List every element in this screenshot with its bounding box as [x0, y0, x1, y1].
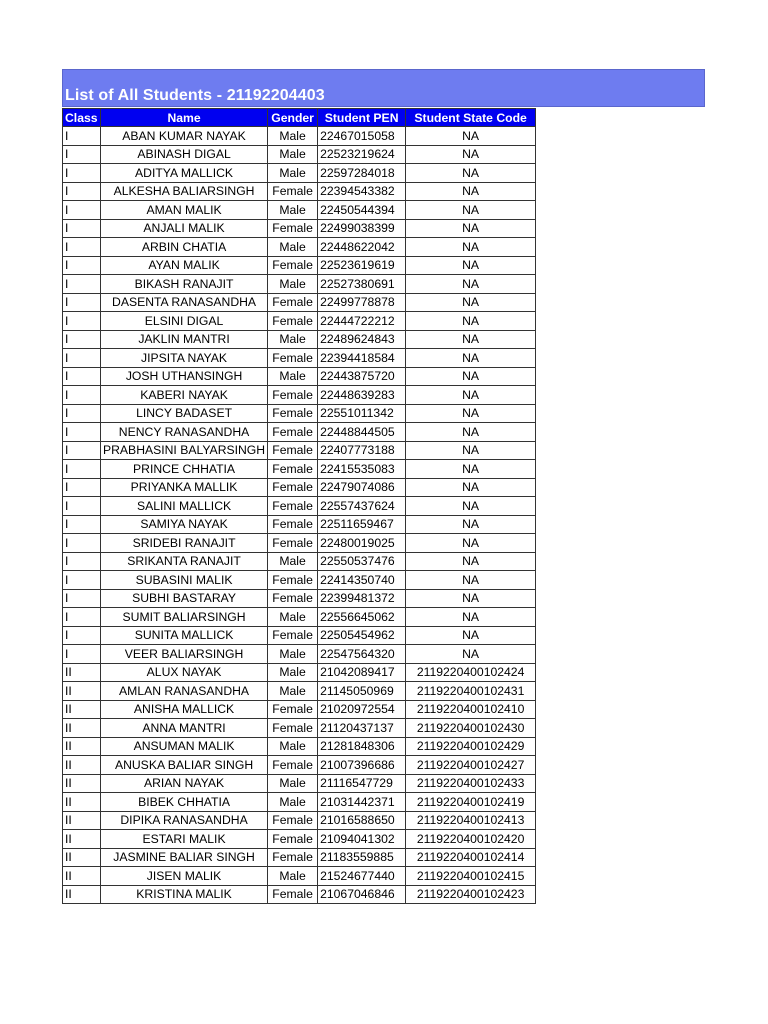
- pen-cell: 22414350740: [318, 571, 406, 590]
- gender-cell: Female: [268, 497, 318, 516]
- state-code-cell: NA: [406, 238, 536, 257]
- gender-cell: Male: [268, 164, 318, 183]
- state-code-cell: NA: [406, 552, 536, 571]
- state-code-cell: NA: [406, 201, 536, 220]
- gender-cell: Female: [268, 423, 318, 442]
- name-cell: ANNA MANTRI: [101, 719, 268, 738]
- state-code-cell: NA: [406, 312, 536, 331]
- state-code-cell: NA: [406, 478, 536, 497]
- table-row: [63, 127, 536, 146]
- state-code-cell: 2119220400102423: [406, 885, 536, 904]
- name-cell: PRINCE CHHATIA: [101, 460, 268, 479]
- table-row: [63, 885, 536, 904]
- state-code-cell: NA: [406, 460, 536, 479]
- pen-cell: 21067046846: [318, 885, 406, 904]
- class-cell: I: [63, 608, 101, 627]
- class-cell: I: [63, 423, 101, 442]
- pen-cell: 22499778878: [318, 293, 406, 312]
- table-header-row: [63, 109, 536, 127]
- name-cell: LINCY BADASET: [101, 404, 268, 423]
- pen-cell: 21094041302: [318, 830, 406, 849]
- title-bar: [62, 69, 705, 107]
- class-cell: I: [63, 552, 101, 571]
- name-cell: JIPSITA NAYAK: [101, 349, 268, 368]
- name-cell: AYAN MALIK: [101, 256, 268, 275]
- table-row: [63, 441, 536, 460]
- state-code-cell: NA: [406, 608, 536, 627]
- table-row: [63, 367, 536, 386]
- name-cell: KRISTINA MALIK: [101, 885, 268, 904]
- name-cell: ANSUMAN MALIK: [101, 737, 268, 756]
- class-cell: I: [63, 312, 101, 331]
- class-cell: I: [63, 534, 101, 553]
- name-cell: AMAN MALIK: [101, 201, 268, 220]
- name-cell: ALUX NAYAK: [101, 663, 268, 682]
- class-cell: II: [63, 700, 101, 719]
- gender-cell: Female: [268, 312, 318, 331]
- state-code-cell: NA: [406, 182, 536, 201]
- name-cell: SUNITA MALLICK: [101, 626, 268, 645]
- class-cell: I: [63, 275, 101, 294]
- pen-cell: 22415535083: [318, 460, 406, 479]
- name-cell: JASMINE BALIAR SINGH: [101, 848, 268, 867]
- name-cell: DIPIKA RANASANDHA: [101, 811, 268, 830]
- class-cell: I: [63, 367, 101, 386]
- class-cell: I: [63, 386, 101, 405]
- class-cell: I: [63, 219, 101, 238]
- gender-cell: Female: [268, 848, 318, 867]
- class-cell: II: [63, 867, 101, 886]
- state-code-cell: 2119220400102410: [406, 700, 536, 719]
- class-cell: I: [63, 460, 101, 479]
- state-code-cell: NA: [406, 127, 536, 146]
- column-header-name: Name: [101, 109, 268, 127]
- gender-cell: Female: [268, 571, 318, 590]
- name-cell: NENCY RANASANDHA: [101, 423, 268, 442]
- class-cell: I: [63, 626, 101, 645]
- name-cell: SALINI MALLICK: [101, 497, 268, 516]
- table-row: [63, 682, 536, 701]
- class-cell: I: [63, 441, 101, 460]
- table-row: [63, 330, 536, 349]
- state-code-cell: NA: [406, 497, 536, 516]
- table-row: [63, 423, 536, 442]
- gender-cell: Male: [268, 682, 318, 701]
- state-code-cell: NA: [406, 404, 536, 423]
- gender-cell: Male: [268, 238, 318, 257]
- state-code-cell: 2119220400102433: [406, 774, 536, 793]
- state-code-cell: NA: [406, 515, 536, 534]
- pen-cell: 21183559885: [318, 848, 406, 867]
- class-cell: II: [63, 811, 101, 830]
- table-row: [63, 349, 536, 368]
- state-code-cell: NA: [406, 367, 536, 386]
- gender-cell: Male: [268, 552, 318, 571]
- pen-cell: 22407773188: [318, 441, 406, 460]
- class-cell: II: [63, 682, 101, 701]
- gender-cell: Male: [268, 608, 318, 627]
- table-row: [63, 700, 536, 719]
- pen-cell: 22556645062: [318, 608, 406, 627]
- state-code-cell: NA: [406, 423, 536, 442]
- class-cell: I: [63, 497, 101, 516]
- name-cell: KABERI NAYAK: [101, 386, 268, 405]
- state-code-cell: NA: [406, 626, 536, 645]
- table-row: [63, 811, 536, 830]
- class-cell: I: [63, 349, 101, 368]
- state-code-cell: 2119220400102424: [406, 663, 536, 682]
- gender-cell: Male: [268, 793, 318, 812]
- gender-cell: Female: [268, 885, 318, 904]
- pen-cell: 22448622042: [318, 238, 406, 257]
- gender-cell: Female: [268, 830, 318, 849]
- pen-cell: 22480019025: [318, 534, 406, 553]
- gender-cell: Male: [268, 867, 318, 886]
- pen-cell: 21145050969: [318, 682, 406, 701]
- page-title: List of All Students - 21192204403: [65, 87, 325, 104]
- name-cell: SUBHI BASTARAY: [101, 589, 268, 608]
- name-cell: SRIKANTA RANAJIT: [101, 552, 268, 571]
- table-row: [63, 571, 536, 590]
- class-cell: I: [63, 256, 101, 275]
- table-row: [63, 663, 536, 682]
- pen-cell: 22499038399: [318, 219, 406, 238]
- table-row: [63, 830, 536, 849]
- table-row: [63, 589, 536, 608]
- name-cell: JOSH UTHANSINGH: [101, 367, 268, 386]
- gender-cell: Female: [268, 182, 318, 201]
- pen-cell: 22550537476: [318, 552, 406, 571]
- gender-cell: Female: [268, 256, 318, 275]
- pen-cell: 21031442371: [318, 793, 406, 812]
- gender-cell: Male: [268, 645, 318, 664]
- table-row: [63, 848, 536, 867]
- state-code-cell: NA: [406, 349, 536, 368]
- state-code-cell: NA: [406, 256, 536, 275]
- class-cell: II: [63, 756, 101, 775]
- gender-cell: Male: [268, 774, 318, 793]
- gender-cell: Female: [268, 441, 318, 460]
- gender-cell: Female: [268, 589, 318, 608]
- name-cell: DASENTA RANASANDHA: [101, 293, 268, 312]
- table-row: [63, 867, 536, 886]
- gender-cell: Female: [268, 460, 318, 479]
- pen-cell: 22505454962: [318, 626, 406, 645]
- pen-cell: 21042089417: [318, 663, 406, 682]
- class-cell: I: [63, 515, 101, 534]
- table-row: [63, 164, 536, 183]
- state-code-cell: 2119220400102419: [406, 793, 536, 812]
- name-cell: PRIYANKA MALLIK: [101, 478, 268, 497]
- class-cell: II: [63, 663, 101, 682]
- state-code-cell: NA: [406, 330, 536, 349]
- gender-cell: Female: [268, 811, 318, 830]
- student-table: [62, 108, 536, 904]
- gender-cell: Male: [268, 367, 318, 386]
- class-cell: I: [63, 589, 101, 608]
- gender-cell: Female: [268, 534, 318, 553]
- class-cell: I: [63, 238, 101, 257]
- name-cell: ANJALI MALIK: [101, 219, 268, 238]
- table-row: [63, 756, 536, 775]
- table-row: [63, 608, 536, 627]
- gender-cell: Female: [268, 700, 318, 719]
- column-header-gender: Gender: [268, 109, 318, 127]
- state-code-cell: NA: [406, 219, 536, 238]
- class-cell: I: [63, 645, 101, 664]
- gender-cell: Female: [268, 515, 318, 534]
- gender-cell: Male: [268, 737, 318, 756]
- table-row: [63, 774, 536, 793]
- table-row: [63, 386, 536, 405]
- pen-cell: 22551011342: [318, 404, 406, 423]
- class-cell: II: [63, 830, 101, 849]
- gender-cell: Female: [268, 478, 318, 497]
- gender-cell: Female: [268, 219, 318, 238]
- gender-cell: Female: [268, 404, 318, 423]
- table-row: [63, 201, 536, 220]
- class-cell: I: [63, 478, 101, 497]
- pen-cell: 22448639283: [318, 386, 406, 405]
- name-cell: JISEN MALIK: [101, 867, 268, 886]
- column-header-student-pen: Student PEN: [318, 109, 406, 127]
- name-cell: ARBIN CHATIA: [101, 238, 268, 257]
- table-row: [63, 552, 536, 571]
- pen-cell: 21281848306: [318, 737, 406, 756]
- gender-cell: Male: [268, 663, 318, 682]
- state-code-cell: NA: [406, 275, 536, 294]
- state-code-cell: 2119220400102429: [406, 737, 536, 756]
- table-row: [63, 256, 536, 275]
- name-cell: ABAN KUMAR NAYAK: [101, 127, 268, 146]
- class-cell: II: [63, 774, 101, 793]
- pen-cell: 22557437624: [318, 497, 406, 516]
- gender-cell: Female: [268, 349, 318, 368]
- table-row: [63, 645, 536, 664]
- gender-cell: Male: [268, 201, 318, 220]
- class-cell: I: [63, 330, 101, 349]
- table-row: [63, 737, 536, 756]
- class-cell: II: [63, 885, 101, 904]
- class-cell: I: [63, 182, 101, 201]
- gender-cell: Male: [268, 127, 318, 146]
- pen-cell: 22444722212: [318, 312, 406, 331]
- class-cell: I: [63, 571, 101, 590]
- class-cell: II: [63, 737, 101, 756]
- pen-cell: 22527380691: [318, 275, 406, 294]
- state-code-cell: NA: [406, 293, 536, 312]
- name-cell: ESTARI MALIK: [101, 830, 268, 849]
- class-cell: I: [63, 404, 101, 423]
- table-row: [63, 293, 536, 312]
- gender-cell: Female: [268, 626, 318, 645]
- table-row: [63, 460, 536, 479]
- table-row: [63, 312, 536, 331]
- class-cell: I: [63, 145, 101, 164]
- pen-cell: 22523619619: [318, 256, 406, 275]
- pen-cell: 22489624843: [318, 330, 406, 349]
- table-row: [63, 219, 536, 238]
- class-cell: I: [63, 127, 101, 146]
- name-cell: ABINASH DIGAL: [101, 145, 268, 164]
- gender-cell: Female: [268, 719, 318, 738]
- gender-cell: Female: [268, 293, 318, 312]
- column-header-state-code: Student State Code: [406, 109, 536, 127]
- table-body: [63, 127, 536, 904]
- state-code-cell: 2119220400102427: [406, 756, 536, 775]
- state-code-cell: NA: [406, 386, 536, 405]
- name-cell: ADITYA MALLICK: [101, 164, 268, 183]
- pen-cell: 22597284018: [318, 164, 406, 183]
- gender-cell: Male: [268, 145, 318, 164]
- class-cell: I: [63, 293, 101, 312]
- gender-cell: Female: [268, 386, 318, 405]
- name-cell: PRABHASINI BALYARSINGH: [101, 441, 268, 460]
- pen-cell: 21016588650: [318, 811, 406, 830]
- name-cell: ALKESHA BALIARSINGH: [101, 182, 268, 201]
- pen-cell: 22399481372: [318, 589, 406, 608]
- state-code-cell: NA: [406, 589, 536, 608]
- table-row: [63, 534, 536, 553]
- table-row: [63, 515, 536, 534]
- name-cell: SRIDEBI RANAJIT: [101, 534, 268, 553]
- column-header-class: Class: [63, 109, 101, 127]
- name-cell: VEER BALIARSINGH: [101, 645, 268, 664]
- name-cell: SAMIYA NAYAK: [101, 515, 268, 534]
- pen-cell: 21007396686: [318, 756, 406, 775]
- state-code-cell: NA: [406, 534, 536, 553]
- pen-cell: 22511659467: [318, 515, 406, 534]
- pen-cell: 22443875720: [318, 367, 406, 386]
- name-cell: ELSINI DIGAL: [101, 312, 268, 331]
- state-code-cell: 2119220400102414: [406, 848, 536, 867]
- pen-cell: 21116547729: [318, 774, 406, 793]
- class-cell: II: [63, 719, 101, 738]
- state-code-cell: 2119220400102430: [406, 719, 536, 738]
- pen-cell: 22450544394: [318, 201, 406, 220]
- pen-cell: 22479074086: [318, 478, 406, 497]
- gender-cell: Female: [268, 756, 318, 775]
- table-row: [63, 793, 536, 812]
- name-cell: ANUSKA BALIAR SINGH: [101, 756, 268, 775]
- name-cell: ANISHA MALLICK: [101, 700, 268, 719]
- table-row: [63, 145, 536, 164]
- name-cell: JAKLIN MANTRI: [101, 330, 268, 349]
- state-code-cell: NA: [406, 645, 536, 664]
- class-cell: I: [63, 164, 101, 183]
- table-row: [63, 182, 536, 201]
- state-code-cell: 2119220400102420: [406, 830, 536, 849]
- class-cell: II: [63, 793, 101, 812]
- pen-cell: 21020972554: [318, 700, 406, 719]
- pen-cell: 22394418584: [318, 349, 406, 368]
- name-cell: AMLAN RANASANDHA: [101, 682, 268, 701]
- pen-cell: 22448844505: [318, 423, 406, 442]
- table-row: [63, 497, 536, 516]
- gender-cell: Male: [268, 330, 318, 349]
- name-cell: SUMIT BALIARSINGH: [101, 608, 268, 627]
- pen-cell: 22467015058: [318, 127, 406, 146]
- state-code-cell: NA: [406, 145, 536, 164]
- pen-cell: 21524677440: [318, 867, 406, 886]
- name-cell: SUBASINI MALIK: [101, 571, 268, 590]
- pen-cell: 22394543382: [318, 182, 406, 201]
- table-row: [63, 478, 536, 497]
- class-cell: II: [63, 848, 101, 867]
- state-code-cell: 2119220400102413: [406, 811, 536, 830]
- table-row: [63, 719, 536, 738]
- name-cell: ARIAN NAYAK: [101, 774, 268, 793]
- table-row: [63, 404, 536, 423]
- state-code-cell: 2119220400102431: [406, 682, 536, 701]
- name-cell: BIBEK CHHATIA: [101, 793, 268, 812]
- state-code-cell: NA: [406, 164, 536, 183]
- pen-cell: 21120437137: [318, 719, 406, 738]
- table-row: [63, 275, 536, 294]
- pen-cell: 22547564320: [318, 645, 406, 664]
- table-row: [63, 238, 536, 257]
- name-cell: BIKASH RANAJIT: [101, 275, 268, 294]
- state-code-cell: NA: [406, 571, 536, 590]
- gender-cell: Male: [268, 275, 318, 294]
- state-code-cell: NA: [406, 441, 536, 460]
- class-cell: I: [63, 201, 101, 220]
- table-row: [63, 626, 536, 645]
- pen-cell: 22523219624: [318, 145, 406, 164]
- state-code-cell: 2119220400102415: [406, 867, 536, 886]
